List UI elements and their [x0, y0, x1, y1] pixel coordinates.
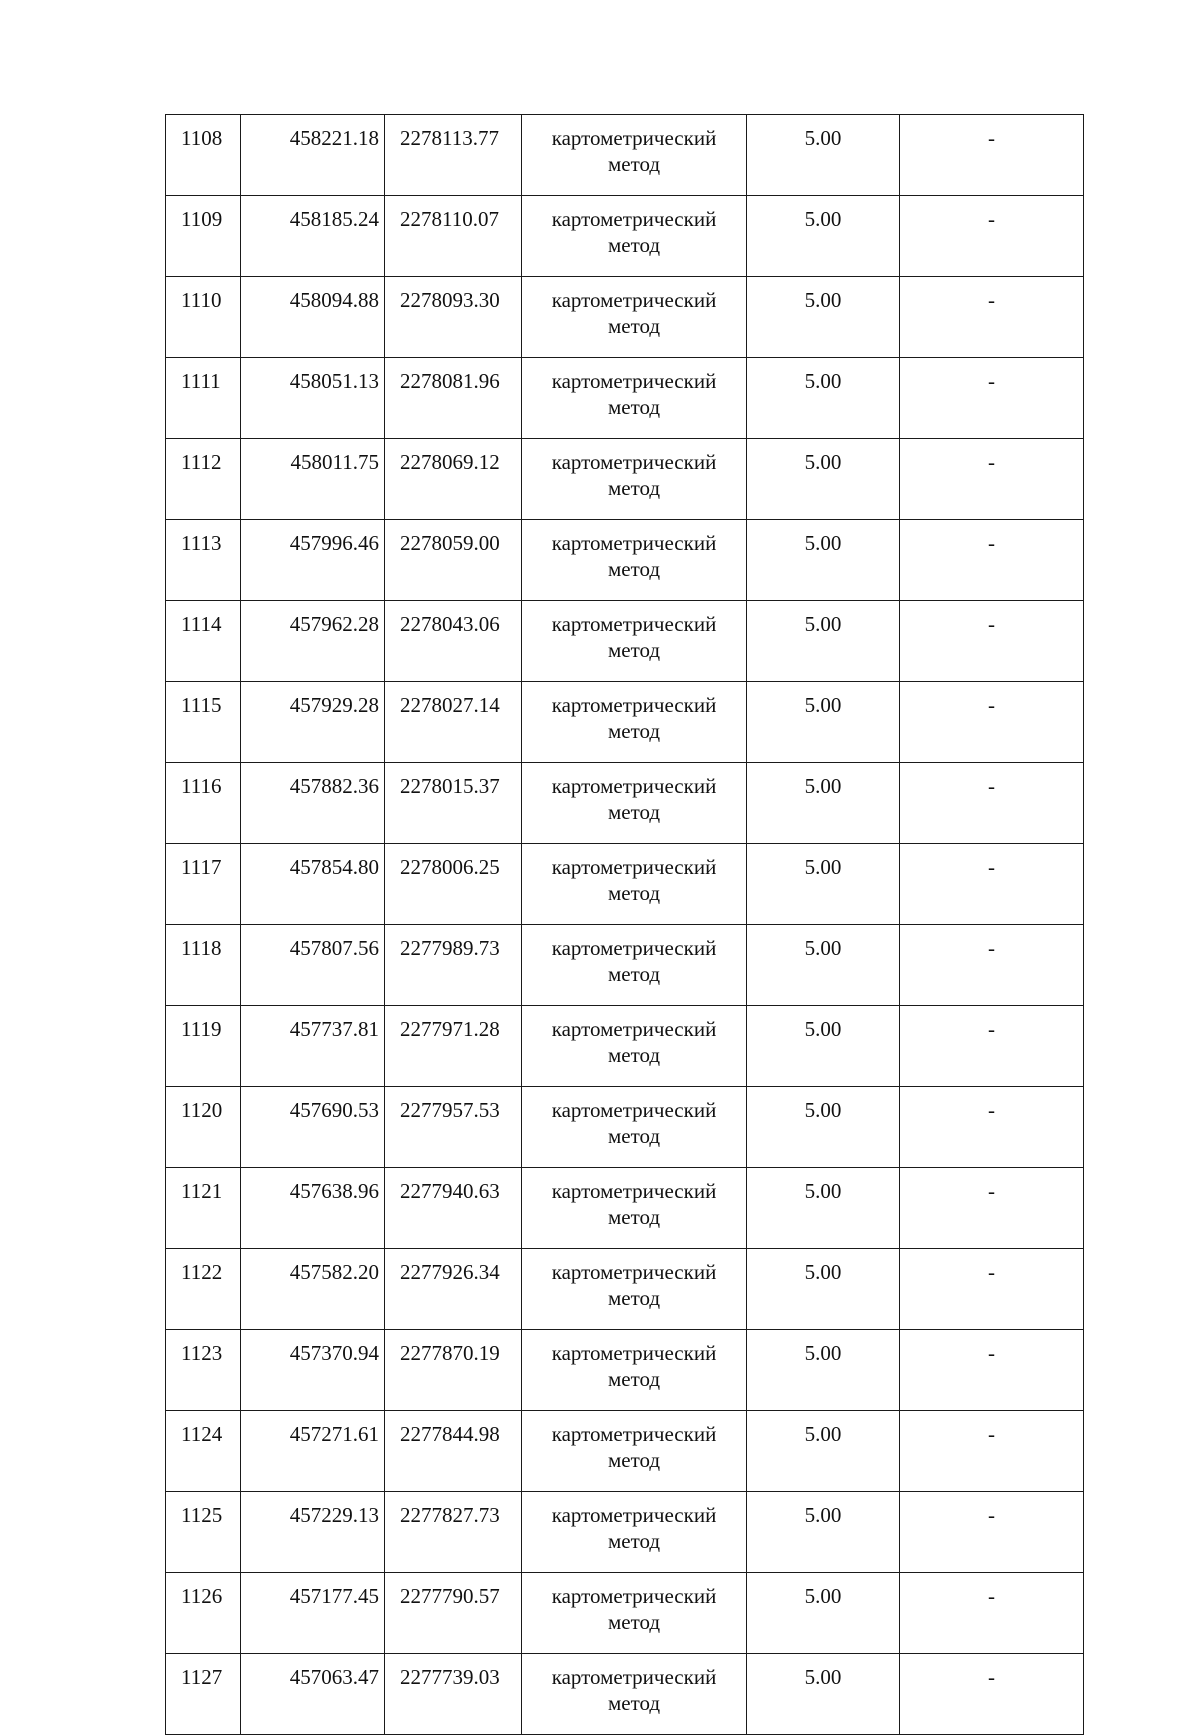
method-line-1: картометрический [551, 1341, 717, 1365]
description-cell: - [900, 1249, 1084, 1330]
x-coordinate-cell: 458011.75 [241, 439, 385, 520]
table-row [166, 115, 1084, 196]
x-coordinate-cell: 458221.18 [241, 115, 385, 196]
table-row [166, 439, 1084, 520]
description-cell: - [900, 196, 1084, 277]
x-coordinate-cell: 457229.13 [241, 1492, 385, 1573]
method-cell [522, 1168, 747, 1249]
description-cell: - [900, 925, 1084, 1006]
method-cell [522, 1087, 747, 1168]
method-cell [522, 1654, 747, 1735]
method-line-1: картометрический [551, 693, 717, 717]
x-coordinate-cell: 457996.46 [241, 520, 385, 601]
x-coordinate-cell: 457370.94 [241, 1330, 385, 1411]
method-line-1: картометрический [551, 855, 717, 879]
x-coordinate-cell: 457177.45 [241, 1573, 385, 1654]
accuracy-cell: 5.00 [747, 1411, 900, 1492]
y-coordinate-cell: 2277870.19 [385, 1330, 522, 1411]
table-row [166, 1249, 1084, 1330]
method-cell [522, 844, 747, 925]
description-cell: - [900, 115, 1084, 196]
method-line-2: метод [607, 1124, 661, 1148]
accuracy-cell: 5.00 [747, 1249, 900, 1330]
table-row [166, 1573, 1084, 1654]
method-line-1: картометрический [551, 1179, 717, 1203]
description-cell: - [900, 682, 1084, 763]
point-number-cell: 1108 [166, 115, 241, 196]
description-cell: - [900, 1330, 1084, 1411]
table-row [166, 1492, 1084, 1573]
method-line-2: метод [607, 1205, 661, 1229]
method-cell [522, 1249, 747, 1330]
accuracy-cell: 5.00 [747, 844, 900, 925]
point-number-cell: 1126 [166, 1573, 241, 1654]
coordinates-table-body [166, 115, 1084, 1735]
point-number-cell: 1125 [166, 1492, 241, 1573]
accuracy-cell: 5.00 [747, 601, 900, 682]
x-coordinate-cell: 457854.80 [241, 844, 385, 925]
method-line-2: метод [607, 233, 661, 257]
method-line-1: картометрический [551, 1665, 717, 1689]
accuracy-cell: 5.00 [747, 1330, 900, 1411]
method-line-2: метод [607, 1448, 661, 1472]
y-coordinate-cell: 2278059.00 [385, 520, 522, 601]
description-cell: - [900, 439, 1084, 520]
table-row [166, 763, 1084, 844]
method-line-2: метод [607, 881, 661, 905]
x-coordinate-cell: 458051.13 [241, 358, 385, 439]
method-cell [522, 1492, 747, 1573]
method-line-1: картометрический [551, 612, 717, 636]
description-cell: - [900, 1492, 1084, 1573]
x-coordinate-cell: 457063.47 [241, 1654, 385, 1735]
y-coordinate-cell: 2278081.96 [385, 358, 522, 439]
coordinates-table [165, 114, 1084, 1735]
y-coordinate-cell: 2277827.73 [385, 1492, 522, 1573]
method-cell [522, 1411, 747, 1492]
y-coordinate-cell: 2277926.34 [385, 1249, 522, 1330]
method-line-1: картометрический [551, 369, 717, 393]
method-cell [522, 1006, 747, 1087]
accuracy-cell: 5.00 [747, 277, 900, 358]
description-cell: - [900, 1573, 1084, 1654]
method-cell [522, 520, 747, 601]
method-line-1: картометрический [551, 207, 717, 231]
x-coordinate-cell: 458094.88 [241, 277, 385, 358]
y-coordinate-cell: 2277790.57 [385, 1573, 522, 1654]
point-number-cell: 1124 [166, 1411, 241, 1492]
description-cell: - [900, 601, 1084, 682]
table-row [166, 1654, 1084, 1735]
y-coordinate-cell: 2278093.30 [385, 277, 522, 358]
y-coordinate-cell: 2277989.73 [385, 925, 522, 1006]
method-line-1: картометрический [551, 1260, 717, 1284]
method-line-1: картометрический [551, 1098, 717, 1122]
y-coordinate-cell: 2277940.63 [385, 1168, 522, 1249]
point-number-cell: 1120 [166, 1087, 241, 1168]
table-row [166, 520, 1084, 601]
description-cell: - [900, 520, 1084, 601]
description-cell: - [900, 277, 1084, 358]
accuracy-cell: 5.00 [747, 1087, 900, 1168]
method-cell [522, 196, 747, 277]
x-coordinate-cell: 458185.24 [241, 196, 385, 277]
accuracy-cell: 5.00 [747, 439, 900, 520]
y-coordinate-cell: 2278069.12 [385, 439, 522, 520]
x-coordinate-cell: 457271.61 [241, 1411, 385, 1492]
accuracy-cell: 5.00 [747, 1492, 900, 1573]
point-number-cell: 1110 [166, 277, 241, 358]
method-line-2: метод [607, 1286, 661, 1310]
method-line-1: картометрический [551, 1584, 717, 1608]
point-number-cell: 1121 [166, 1168, 241, 1249]
accuracy-cell: 5.00 [747, 682, 900, 763]
method-cell [522, 358, 747, 439]
method-line-2: метод [607, 1610, 661, 1634]
point-number-cell: 1117 [166, 844, 241, 925]
point-number-cell: 1123 [166, 1330, 241, 1411]
method-line-1: картометрический [551, 450, 717, 474]
point-number-cell: 1109 [166, 196, 241, 277]
point-number-cell: 1119 [166, 1006, 241, 1087]
y-coordinate-cell: 2278006.25 [385, 844, 522, 925]
point-number-cell: 1113 [166, 520, 241, 601]
method-cell [522, 925, 747, 1006]
method-line-1: картометрический [551, 936, 717, 960]
method-cell [522, 601, 747, 682]
table-row [166, 844, 1084, 925]
x-coordinate-cell: 457638.96 [241, 1168, 385, 1249]
point-number-cell: 1111 [166, 358, 241, 439]
method-line-1: картометрический [551, 1017, 717, 1041]
method-line-2: метод [607, 719, 661, 743]
y-coordinate-cell: 2277957.53 [385, 1087, 522, 1168]
y-coordinate-cell: 2278043.06 [385, 601, 522, 682]
accuracy-cell: 5.00 [747, 1573, 900, 1654]
method-line-1: картометрический [551, 774, 717, 798]
table-row [166, 1006, 1084, 1087]
table-row [166, 196, 1084, 277]
y-coordinate-cell: 2278027.14 [385, 682, 522, 763]
method-cell [522, 1573, 747, 1654]
x-coordinate-cell: 457737.81 [241, 1006, 385, 1087]
point-number-cell: 1114 [166, 601, 241, 682]
point-number-cell: 1118 [166, 925, 241, 1006]
x-coordinate-cell: 457882.36 [241, 763, 385, 844]
y-coordinate-cell: 2277739.03 [385, 1654, 522, 1735]
x-coordinate-cell: 457962.28 [241, 601, 385, 682]
method-line-2: метод [607, 962, 661, 986]
description-cell: - [900, 1168, 1084, 1249]
point-number-cell: 1112 [166, 439, 241, 520]
table-row [166, 1330, 1084, 1411]
point-number-cell: 1127 [166, 1654, 241, 1735]
accuracy-cell: 5.00 [747, 1654, 900, 1735]
description-cell: - [900, 358, 1084, 439]
table-row [166, 601, 1084, 682]
table-row [166, 1168, 1084, 1249]
y-coordinate-cell: 2277971.28 [385, 1006, 522, 1087]
method-line-1: картометрический [551, 288, 717, 312]
x-coordinate-cell: 457929.28 [241, 682, 385, 763]
x-coordinate-cell: 457582.20 [241, 1249, 385, 1330]
method-line-2: метод [607, 1691, 661, 1715]
description-cell: - [900, 844, 1084, 925]
accuracy-cell: 5.00 [747, 763, 900, 844]
method-cell [522, 763, 747, 844]
description-cell: - [900, 1654, 1084, 1735]
method-cell [522, 682, 747, 763]
accuracy-cell: 5.00 [747, 925, 900, 1006]
method-cell [522, 439, 747, 520]
method-line-2: метод [607, 557, 661, 581]
table-row [166, 358, 1084, 439]
description-cell: - [900, 1087, 1084, 1168]
point-number-cell: 1116 [166, 763, 241, 844]
y-coordinate-cell: 2277844.98 [385, 1411, 522, 1492]
x-coordinate-cell: 457690.53 [241, 1087, 385, 1168]
method-line-1: картометрический [551, 1503, 717, 1527]
method-cell [522, 115, 747, 196]
method-line-1: картометрический [551, 531, 717, 555]
table-row [166, 277, 1084, 358]
method-cell [522, 1330, 747, 1411]
accuracy-cell: 5.00 [747, 196, 900, 277]
point-number-cell: 1115 [166, 682, 241, 763]
accuracy-cell: 5.00 [747, 520, 900, 601]
method-line-2: метод [607, 800, 661, 824]
accuracy-cell: 5.00 [747, 1168, 900, 1249]
table-row [166, 925, 1084, 1006]
method-line-2: метод [607, 1043, 661, 1067]
method-line-2: метод [607, 395, 661, 419]
point-number-cell: 1122 [166, 1249, 241, 1330]
x-coordinate-cell: 457807.56 [241, 925, 385, 1006]
method-line-1: картометрический [551, 1422, 717, 1446]
table-row [166, 1411, 1084, 1492]
method-line-2: метод [607, 638, 661, 662]
method-line-2: метод [607, 1529, 661, 1553]
description-cell: - [900, 1006, 1084, 1087]
method-line-2: метод [607, 152, 661, 176]
y-coordinate-cell: 2278113.77 [385, 115, 522, 196]
method-line-1: картометрический [551, 126, 717, 150]
method-line-2: метод [607, 476, 661, 500]
table-row [166, 1087, 1084, 1168]
method-cell [522, 277, 747, 358]
description-cell: - [900, 1411, 1084, 1492]
table-row [166, 682, 1084, 763]
accuracy-cell: 5.00 [747, 358, 900, 439]
accuracy-cell: 5.00 [747, 1006, 900, 1087]
method-line-2: метод [607, 314, 661, 338]
y-coordinate-cell: 2278110.07 [385, 196, 522, 277]
y-coordinate-cell: 2278015.37 [385, 763, 522, 844]
description-cell: - [900, 763, 1084, 844]
method-line-2: метод [607, 1367, 661, 1391]
accuracy-cell: 5.00 [747, 115, 900, 196]
